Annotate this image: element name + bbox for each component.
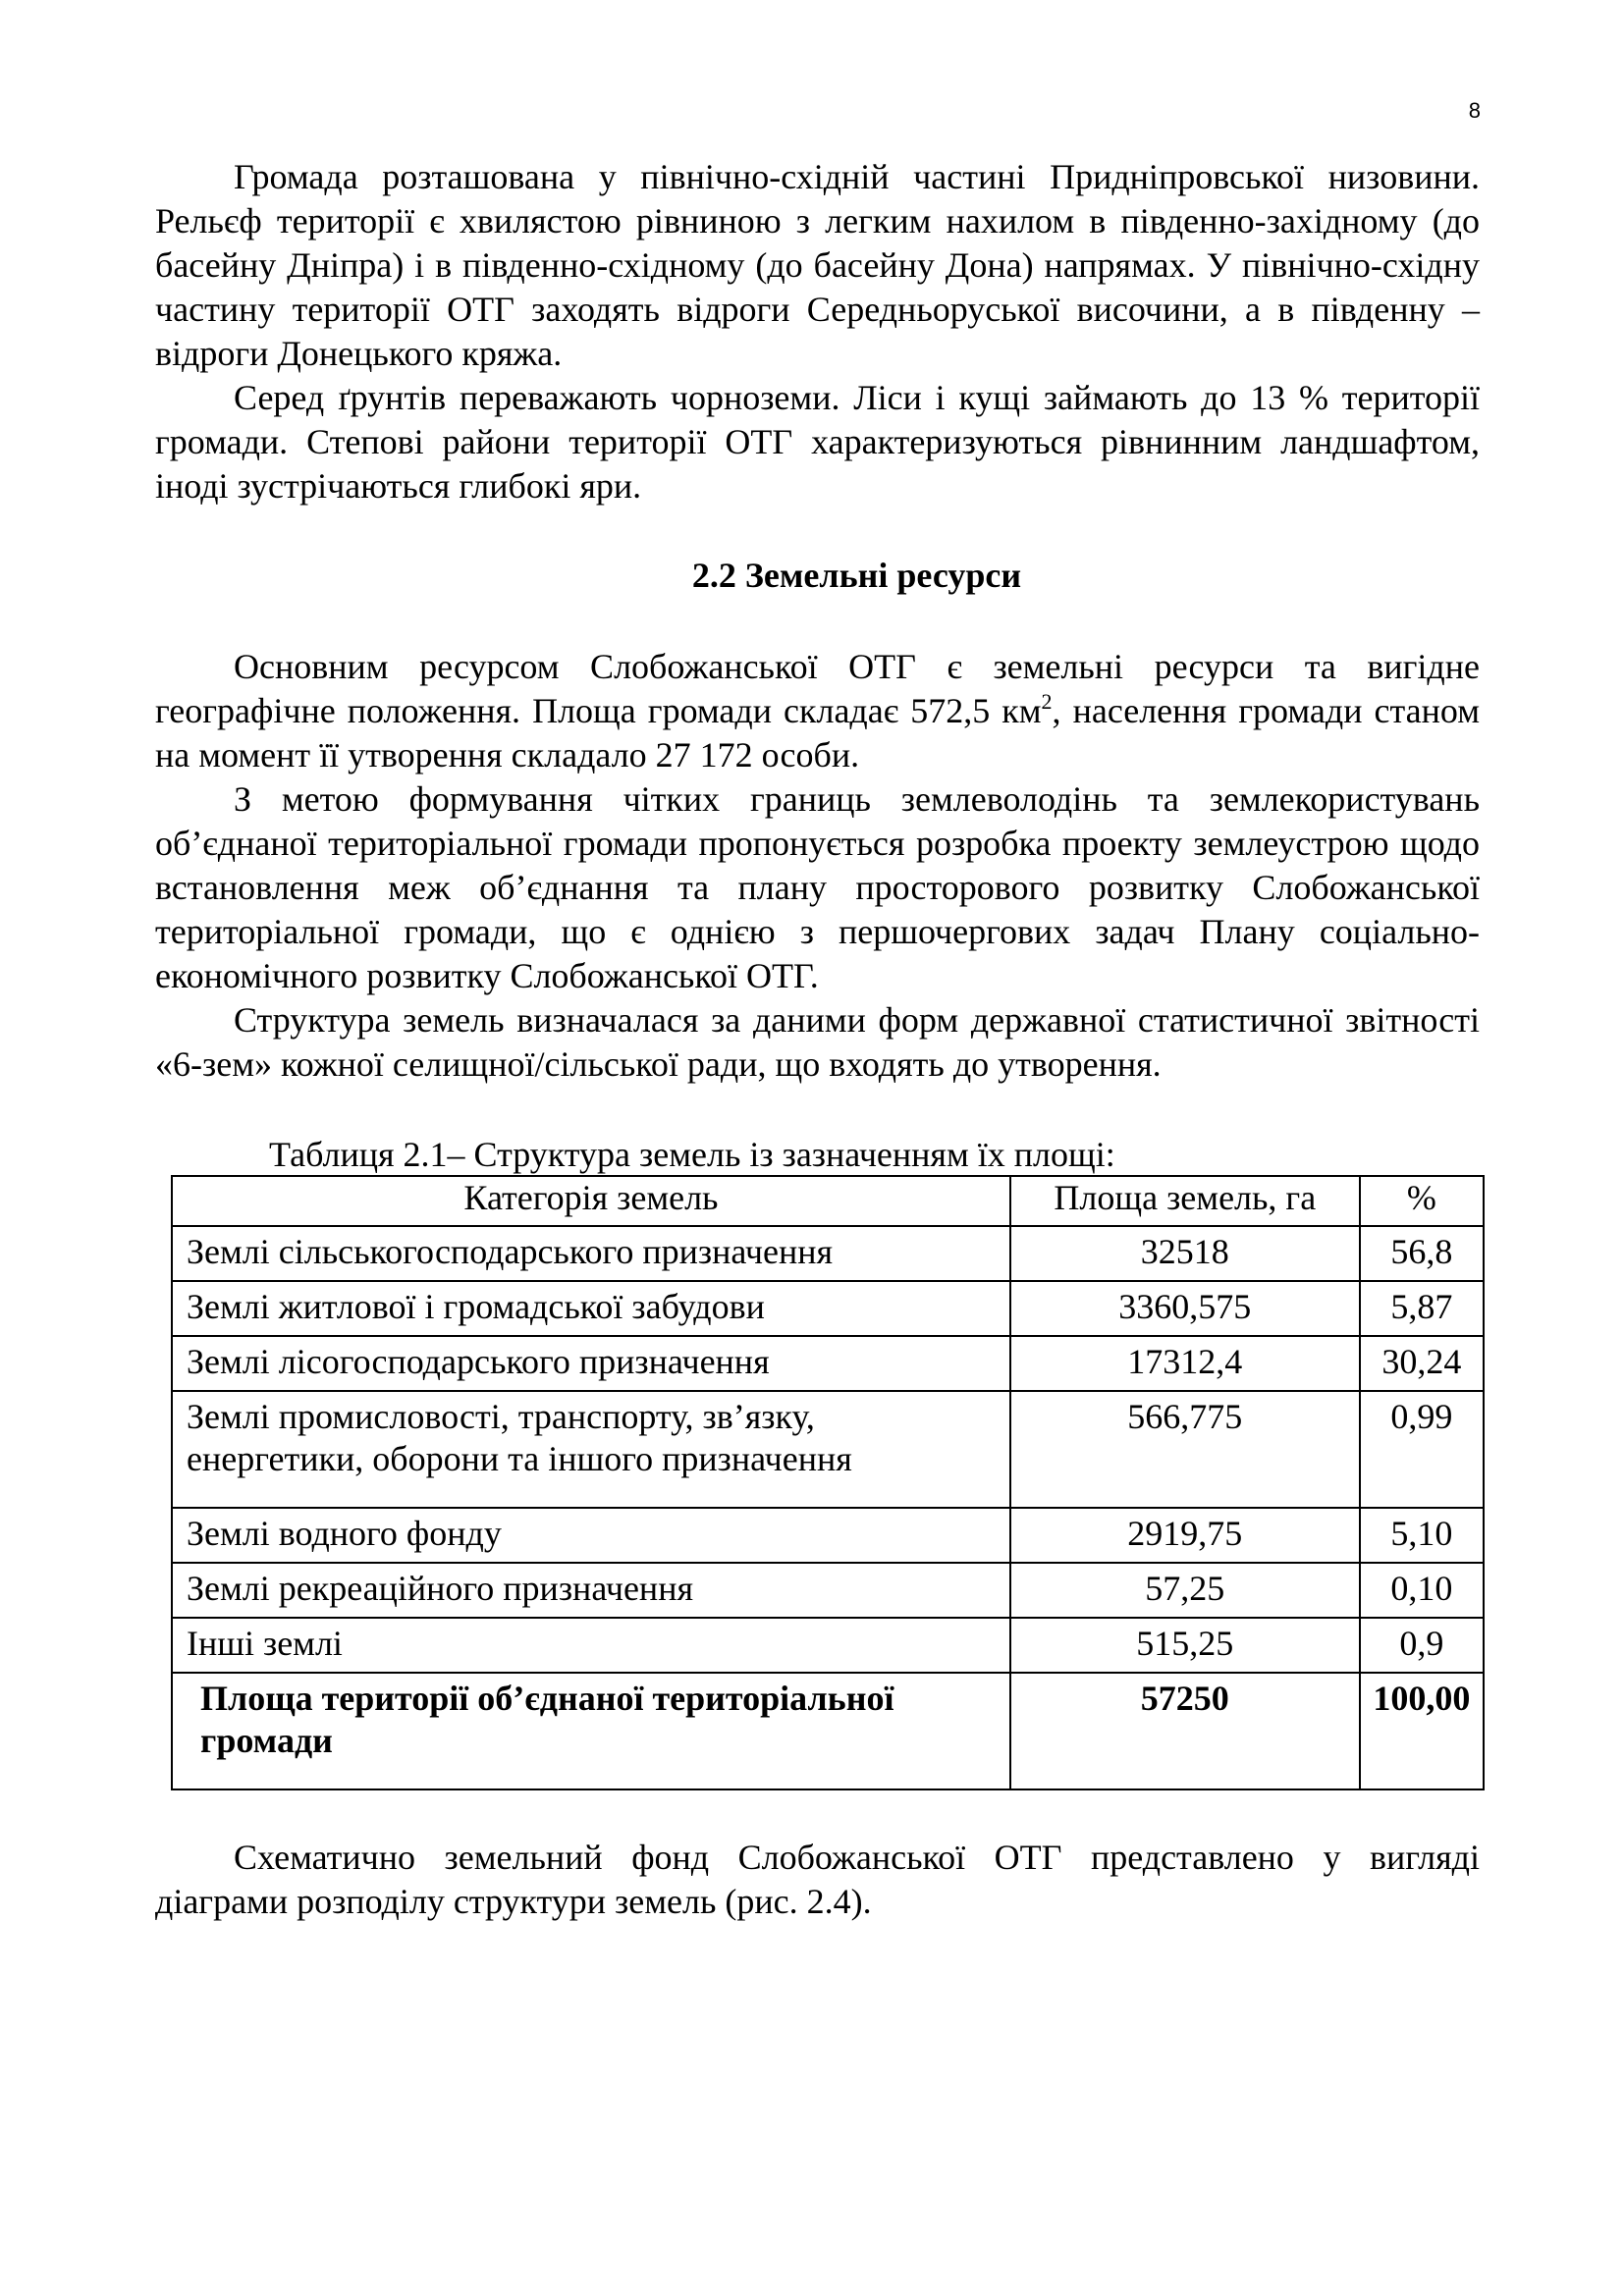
table-row [172,1618,1484,1673]
row-percent: 0,10 [1360,1563,1484,1618]
table-row [172,1336,1484,1391]
total-area: 57250 [1010,1673,1360,1789]
paragraph-boundaries: З метою формування чітких границь землеволодінь та землекористувань об’єднаної територіальної громади пропонується розробка проекту землеустрою щодо встановлення меж об’єднання та плану просторового розвитку Слобожанської територіальної громади, що є однією з першочергових задач Плану соціально-економічного розвитку Слобожанської ОТГ. [155,779,1480,995]
table-row [172,1508,1484,1563]
row-area: 3360,575 [1010,1281,1360,1336]
land-structure-table [171,1175,1485,1790]
row-percent: 56,8 [1360,1226,1484,1281]
row-category: Землі сільськогосподарського призначення [172,1226,1010,1281]
row-category: Землі житлової і громадської забудови [172,1281,1010,1336]
table-row [172,1226,1484,1281]
header-category: Категорія земель [172,1176,1010,1226]
row-category: Землі промисловості, транспорту, зв’язку, енергетики, оборони та іншого призначення [172,1391,1010,1508]
total-percent: 100,00 [1360,1673,1484,1789]
table-header-row [172,1176,1484,1226]
row-area: 515,25 [1010,1618,1360,1673]
row-area: 566,775 [1010,1391,1360,1508]
table-row [172,1391,1484,1508]
row-percent: 0,99 [1360,1391,1484,1508]
paragraph-soils: Серед ґрунтів переважають чорноземи. Ліси і кущі займають до 13 % території громади. Степові райони території ОТГ характеризуються рівнинним ландшафтом, іноді зустрічаються глибокі яри. [155,378,1480,506]
row-category: Землі рекреаційного призначення [172,1563,1010,1618]
row-percent: 5,10 [1360,1508,1484,1563]
row-area: 32518 [1010,1226,1360,1281]
table-total-row [172,1673,1484,1789]
section-heading: 2.2 Земельні ресурси [691,556,1022,595]
row-area: 57,25 [1010,1563,1360,1618]
paragraph-relief: Громада розташована у північно-східній частині Придніпровської низовини. Рельєф території є хвилястою рівниною з легким нахилом в південно-західному (до басейну Дніпра) і в південно-східному (до басейну Дона) напрямах. У північно-східну частину території ОТГ заходять відроги Середньоруської височини, а в південну – відроги Донецького кряжа. [155,157,1480,373]
page-number: 8 [1468,98,1481,123]
document-body [155,155,1480,1924]
table-row [172,1281,1484,1336]
paragraph-structure-source: Структура земель визначалася за даними форм державної статистичної звітності «6-зем» кожної селищної/сільської ради, що входять до утворення. [155,1000,1480,1084]
header-area: Площа земель, га [1010,1176,1360,1226]
row-category: Інші землі [172,1618,1010,1673]
header-percent: % [1360,1176,1484,1226]
row-category: Землі лісогосподарського призначення [172,1336,1010,1391]
superscript-square: 2 [1041,689,1053,714]
table-caption: Таблиця 2.1– Структура земель із зазначенням їх площі: [269,1135,1115,1174]
total-label: Площа території об’єднаної територіальної громади [172,1673,1010,1789]
row-area: 17312,4 [1010,1336,1360,1391]
table-row [172,1563,1484,1618]
row-area: 2919,75 [1010,1508,1360,1563]
row-category: Землі водного фонду [172,1508,1010,1563]
row-percent: 30,24 [1360,1336,1484,1391]
paragraph-diagram-reference: Схематично земельний фонд Слобожанської ОТГ представлено у вигляді діаграми розподілу структури земель (рис. 2.4). [155,1838,1480,1921]
paragraph-resources: Основним ресурсом Слобожанської ОТГ є земельні ресурси та вигідне географічне положення. Площа громади складає 572,5 $км^2$, населення громади станом на момент її утворення складало 27 172 особи. [155,647,1480,774]
row-percent: 0,9 [1360,1618,1484,1673]
row-percent: 5,87 [1360,1281,1484,1336]
